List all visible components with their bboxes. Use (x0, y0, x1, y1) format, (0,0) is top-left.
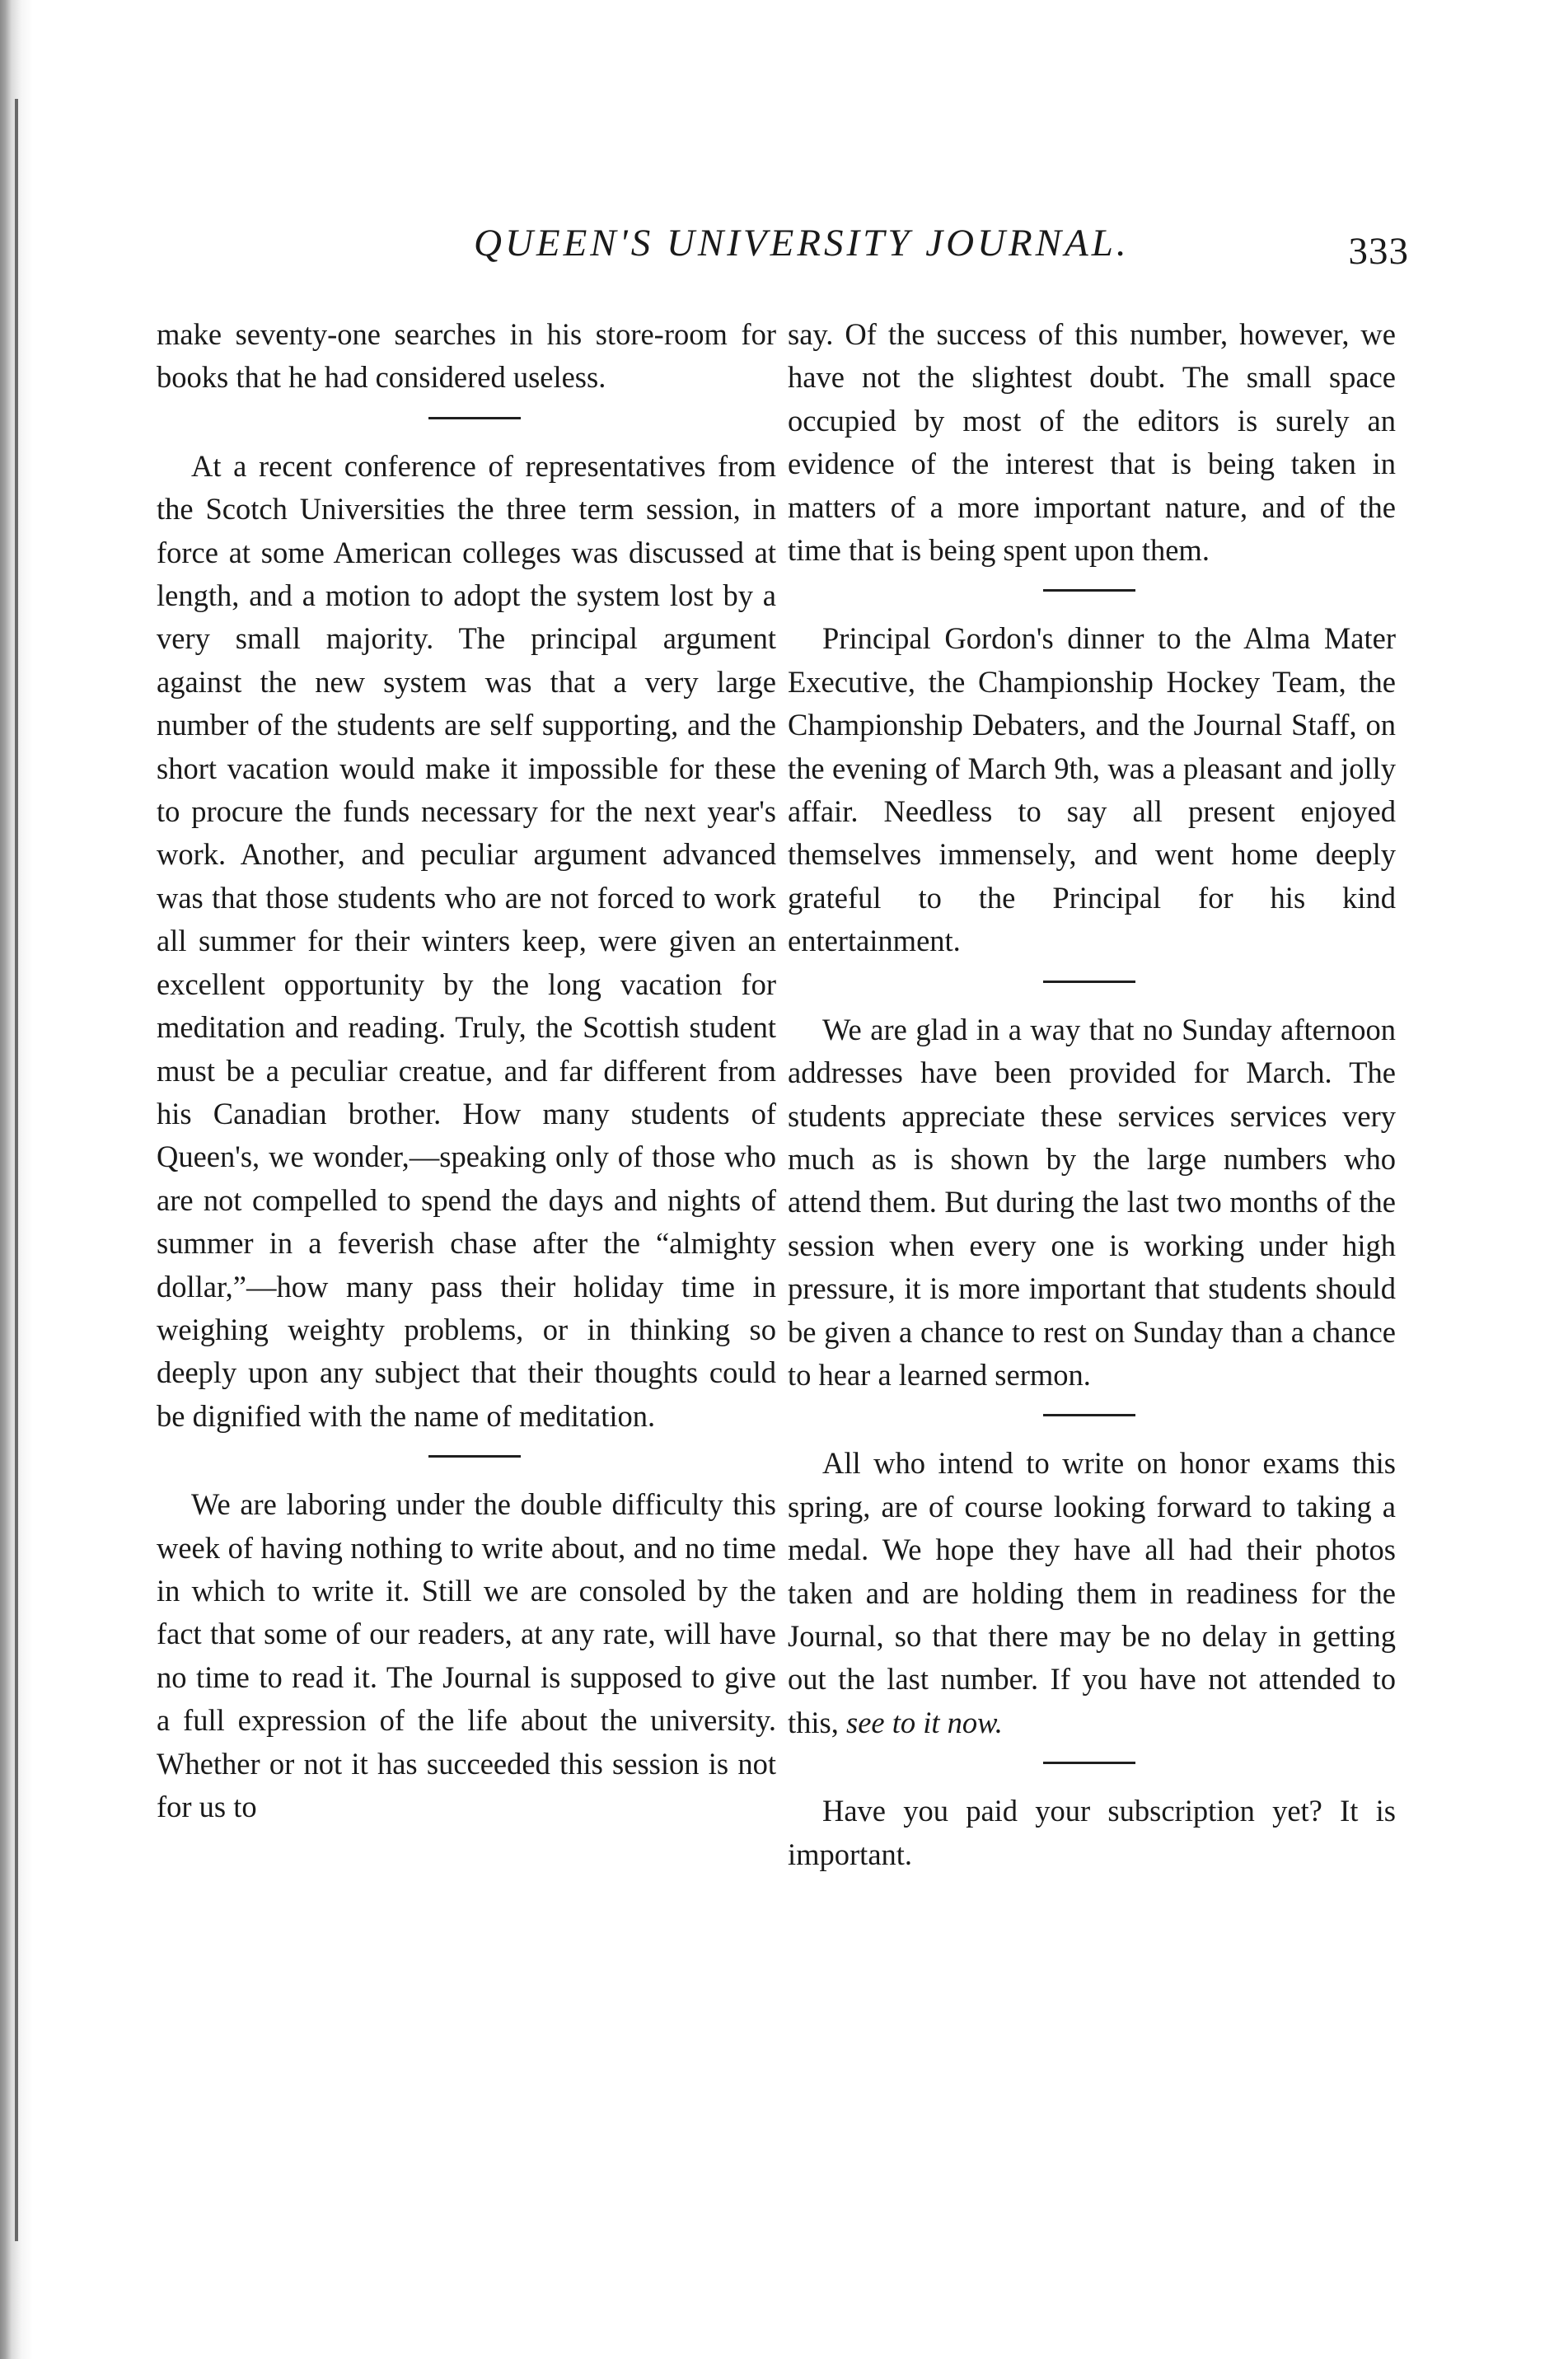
page-number: 333 (1348, 230, 1409, 273)
paragraph-scotch-universities: At a recent conference of representatives from the Scotch Universities the three term session, in force at some American colleges was discussed at length, and a motion to adopt the system lost by a very small majority. The principal argument against the new system was that a very large number of the students are self supporting, and the short vacation would make it impossible for these to procure the funds necessary for the next year's work. Another, and peculiar argument advanced was that those students who are not forced to work all summer for their winters keep, were given an excellent opportunity by the long vacation for meditation and reading. Truly, the Scottish student must be a peculiar creatue, and far different from his Canadian brother. How many students of Queen's, we wonder,—speaking only of those who are not compelled to spend the days and nights of summer in a feverish chase after the “almighty dollar,”—how many pass their holiday time in weighing weighty problems, or in thinking so deeply upon any subject that their thoughts could be dignified with the name of meditation. (157, 448, 776, 1433)
paragraph-sunday-addresses: We are glad in a way that no Sunday afternoon addresses have been provided for March. The students appreciate these services services very much as is shown by the large numbers who attend them. But during the last two months of the session when every one is working under high pressure, it is more important that students should be given a chance to rest on Sunday than a chance to hear a learned sermon. (788, 1012, 1396, 1392)
paragraph-double-difficulty: We are laboring under the double difficulty this week of having nothing to write about, and no time in which to write it. Still we are consoled by the fact that some of our readers, at any rate, will have no time to read it. The Journal is supposed to give a full expression of the life about the university. Whether or not it has succeeded this session is not for us to (157, 1487, 776, 1823)
paragraph-subscription: Have you paid your subscription yet? It is important. (788, 1794, 1396, 1871)
section-divider (1043, 981, 1135, 983)
honor-exams-emphasis: see to it now. (846, 1705, 1003, 1739)
section-divider (1043, 589, 1135, 592)
left-column (157, 313, 776, 1828)
running-title: QUEEN'S UNIVERSITY JOURNAL. (474, 222, 1130, 264)
paragraph-principal-dinner: Principal Gordon's dinner to the Alma Mater Executive, the Championship Hockey Team, the Championship Debaters, and the Journal Staff, on the evening of March 9th, was a pleasant and jolly affair. Needless to say all present enjoyed themselves immensely, and went home deeply grateful to the Principal for his kind entertainment. (788, 621, 1396, 958)
page-binding-edge (15, 99, 18, 2241)
section-divider (1043, 1762, 1135, 1764)
section-divider (428, 1455, 521, 1458)
honor-exams-text: All who intend to write on honor exams this spring, are of course looking forward to taking a medal. We hope they have all had their photos taken and are holding them in readiness for the Journal, so that there may be no delay in getting out the last number. If you have not attended to this, (788, 1446, 1396, 1739)
section-divider (428, 417, 521, 419)
paragraph-continued-say: say. Of the success of this number, however, we have not the slightest doubt. The small space occupied by most of the editors is surely an evidence of the interest that is being taken in matters of a more important nature, and of the time that is being spent upon them. (788, 317, 1396, 568)
paragraph-continued: make seventy-one searches in his store-room for books that he had considered useless. (157, 317, 776, 395)
page-header (157, 221, 1409, 295)
right-column (788, 313, 1396, 1876)
paragraph-honor-exams (788, 1442, 1396, 1744)
section-divider (1043, 1414, 1135, 1416)
